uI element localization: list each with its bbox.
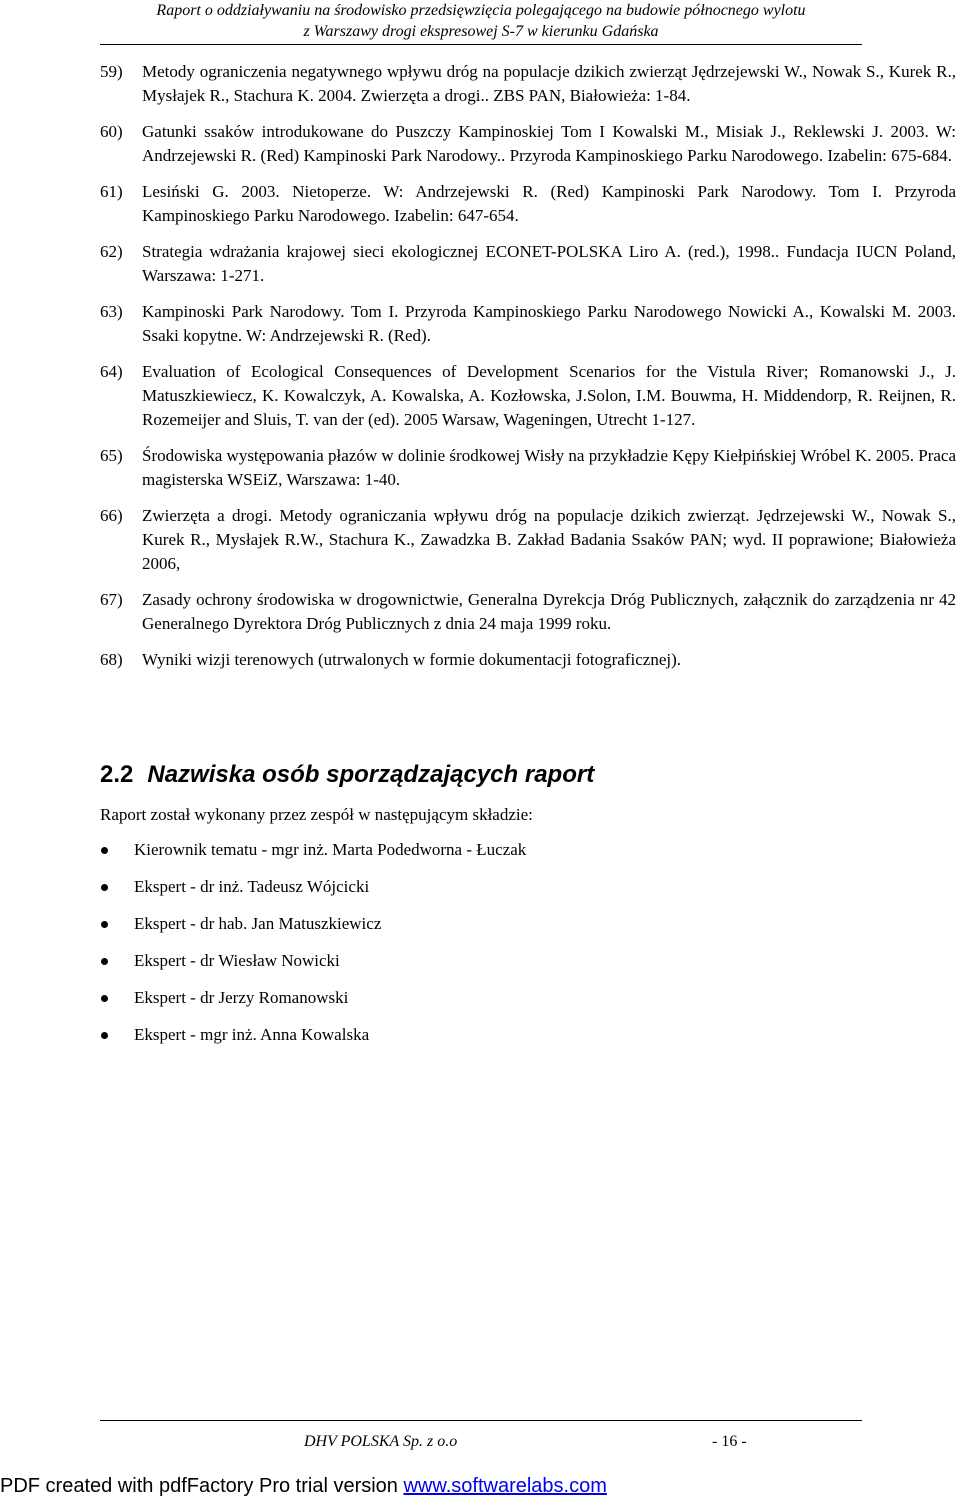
reference-number: 67) — [100, 590, 123, 609]
reference-item — [100, 504, 960, 576]
team-member-text: Kierownik tematu - mgr inż. Marta Podedworna - Łuczak — [134, 840, 527, 859]
reference-text: Kampinoski Park Narodowy. Tom I. Przyroda Kampinoskiego Parku Narodowego Nowicki A., Kowalski M. 2003. Ssaki kopytne. W: Andrzejewski R. (Red). — [142, 302, 956, 345]
section-heading — [100, 760, 920, 790]
reference-item — [100, 444, 960, 492]
section-title: Nazwiska osób sporządzających raport — [147, 761, 595, 788]
reference-item — [100, 180, 960, 228]
team-member — [100, 1023, 526, 1047]
header-line-2: z Warszawy drogi ekspresowej S-7 w kierunku Gdańska — [303, 23, 659, 40]
reference-text: Zasady ochrony środowiska w drogownictwie, Generalna Dyrekcja Dróg Publicznych, załącznik do zarządzenia nr 42 Generalnego Dyrektora Dróg Publicznych z dnia 24 maja 1999 roku. — [142, 590, 956, 633]
bullet-icon — [100, 875, 134, 899]
team-member-text: Ekspert - dr hab. Jan Matuszkiewicz — [134, 914, 382, 933]
reference-list — [100, 60, 960, 684]
team-member — [100, 875, 526, 899]
reference-text: Środowiska występowania płazów w dolinie środkowej Wisły na przykładzie Kępy Kiełpińskiej Wróbel K. 2005. Praca magisterska WSEiZ, Warszawa: 1-40. — [142, 446, 956, 489]
pdf-watermark-banner — [0, 1472, 960, 1500]
team-member — [100, 912, 526, 936]
reference-text: Evaluation of Ecological Consequences of Development Scenarios for the Vistula River; Romanowski J., J. Matuszkiewiecz, K. Kowalczyk, A. Kowalska, A. Kozłowska, J.Solon, I.M. Bouwma, H. Middendorp, R. Reijnen, R. Rozemeijer and Sluis, T. van der (ed). 2005 Warsaw, Wageningen, Utrecht 1-127. — [142, 362, 956, 429]
team-member — [100, 949, 526, 973]
bullet-icon — [100, 949, 134, 973]
page-number: - 16 - — [712, 1433, 747, 1450]
reference-item — [100, 300, 960, 348]
pdf-banner-link[interactable]: www.softwarelabs.com — [403, 1475, 607, 1497]
reference-item — [100, 360, 960, 432]
reference-number: 64) — [100, 362, 123, 381]
bullet-icon — [100, 838, 134, 862]
reference-number: 59) — [100, 62, 123, 81]
reference-number: 65) — [100, 446, 123, 465]
footer-divider — [100, 1420, 862, 1421]
team-member-text: Ekspert - dr Wiesław Nowicki — [134, 951, 340, 970]
reference-number: 63) — [100, 302, 123, 321]
bullet-icon — [100, 1023, 134, 1047]
reference-text: Lesiński G. 2003. Nietoperze. W: Andrzejewski R. (Red) Kampinoski Park Narodowy. Tom I. Przyroda Kampinoskiego Parku Narodowego. Izabelin: 647-654. — [142, 182, 956, 225]
reference-number: 66) — [100, 506, 123, 525]
reference-number: 68) — [100, 650, 123, 669]
reference-text: Gatunki ssaków introdukowane do Puszczy Kampinoskiej Tom I Kowalski M., Misiak J., Reklewski J. 2003. W: Andrzejewski R. (Red) Kampinoski Park Narodowy.. Przyroda Kampinoskiego Parku Narodowego. Izabelin: 675-684. — [142, 122, 956, 165]
reference-number: 61) — [100, 182, 123, 201]
section-intro: Raport został wykonany przez zespół w następującym składzie: — [100, 805, 533, 824]
reference-item — [100, 240, 960, 288]
reference-item — [100, 120, 960, 168]
reference-item — [100, 648, 960, 672]
reference-number: 62) — [100, 242, 123, 261]
pdf-banner-text: PDF created with pdfFactory Pro trial version — [0, 1475, 404, 1497]
reference-item — [100, 60, 960, 108]
team-member — [100, 986, 526, 1010]
bullet-icon — [100, 986, 134, 1010]
reference-number: 60) — [100, 122, 123, 141]
reference-item — [100, 588, 960, 636]
header-line-1: Raport o oddziaływaniu na środowisko przedsięwzięcia polegającego na budowie północnego wylotu — [156, 2, 806, 19]
team-member — [100, 838, 526, 862]
section-number: 2.2 — [100, 761, 134, 788]
reference-text: Zwierzęta a drogi. Metody ograniczania wpływu dróg na populacje dzikich zwierząt. Jędrzejewski W., Nowak S., Kurek R., Mysłajek R.W., Stachura K., Zawadzka B. Zakład Badania Ssaków PAN; wyd. II poprawione; Białowieża 2006, — [142, 506, 956, 573]
team-list — [100, 838, 526, 1060]
team-member-text: Ekspert - mgr inż. Anna Kowalska — [134, 1025, 370, 1044]
page-header — [100, 0, 862, 45]
team-member-text: Ekspert - dr Jerzy Romanowski — [134, 988, 349, 1007]
team-member-text: Ekspert - dr inż. Tadeusz Wójcicki — [134, 877, 370, 896]
reference-text: Wyniki wizji terenowych (utrwalonych w formie dokumentacji fotograficznej). — [142, 650, 682, 669]
reference-text: Strategia wdrażania krajowej sieci ekologicznej ECONET-POLSKA Liro A. (red.), 1998.. Fundacja IUCN Poland, Warszawa: 1-271. — [142, 242, 956, 285]
reference-text: Metody ograniczenia negatywnego wpływu dróg na populacje dzikich zwierząt Jędrzejewski W., Nowak S., Kurek R., Mysłajek R., Stachura K. 2004. Zwierzęta a drogi.. ZBS PAN, Białowieża: 1-84. — [142, 62, 956, 105]
footer-company: DHV POLSKA Sp. z o.o — [304, 1433, 458, 1450]
bullet-icon — [100, 912, 134, 936]
